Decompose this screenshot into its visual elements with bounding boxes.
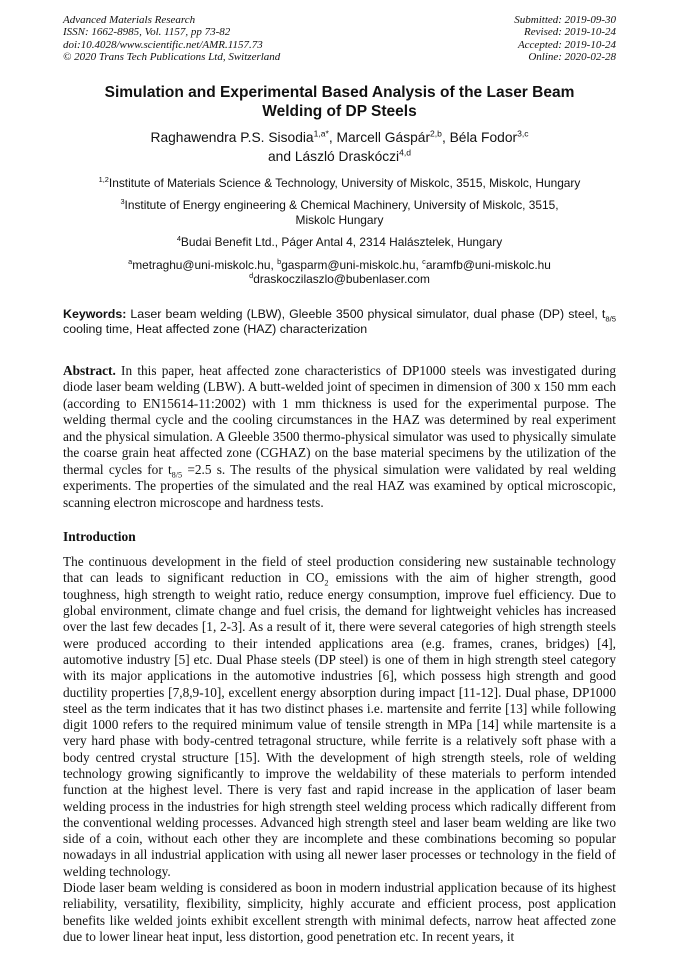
author-emails: [63, 258, 616, 287]
affiliation-4: $^4$Budai Benefit Ltd., Páger Antal 4, 2314 Halásztelek, Hungary: [176, 234, 503, 250]
journal-name: Advanced Materials Research: [63, 14, 196, 26]
paper-title-line2: Welding of DP Steels: [262, 102, 417, 120]
submission-dates: [514, 14, 616, 64]
keywords-label: Keywords:: [63, 306, 127, 321]
affiliation-3-line1: $^3$Institute of Energy engineering & Chemical Machinery, University of Miskolc, 3515,: [120, 197, 559, 213]
emails-line1: $^a$metraghu@uni-miskolc.hu, $^b$gasparm@uni-miskolc.hu, $^c$aramfb@uni-miskolc.hu: [128, 256, 551, 272]
introduction-body: [63, 554, 616, 945]
affiliation-1-2: $^{1,2}$Institute of Materials Science & Technology, University of Miskolc, 3515, Miskolc, Hungary: [98, 174, 581, 190]
abstract-label: Abstract.: [63, 362, 116, 378]
journal-copyright: © 2020 Trans Tech Publications Ltd, Switzerland: [63, 51, 281, 64]
emails-line2: $^d$draskoczilaszlo@bubenlaser.com: [249, 271, 430, 287]
affiliation-3: [63, 198, 616, 227]
keywords-text: Laser beam welding (LBW), Gleeble 3500 physical simulator, dual phase (DP) steel, $t_{8/5}$ cooling time, Heat affected zone (HAZ) characterization: [63, 306, 616, 337]
keywords-block: [63, 307, 616, 338]
intro-paragraph-1: The continuous development in the field of steel production considering new sustainable technology that can leads to significant reduction in $CO_2$ emissions with the aim of higher strength, good toughness, high strength to weight ratio, reduce energy consumption, improve fuel efficiency. Due to global environment, climate change and fuel crisis, the demand for lightweight vehicles has increased over the last few decades [1, 2-3]. As a result of it, there were several categories of high strength steels were produced according to their intended applications area (e.g. frames, cranes, bridges) [4], automotive industry [5] etc. Dual Phase steels (DP steel) is one of them in high strength steel category with its major applications in the automotive industries [6], which possess high strength and good ductility properties [7,8,9-10], excellent energy absorption during impact [11-12]. Dual phase, DP1000 steel as the term indicates that it has two distinct phases i.e. martensite and ferrite [13] while following digit 1000 refers to the required minimum value of tensile strength in MPa [14] while martensite is a very hard phase with body-centred tetragonal structure, while ferrite is a relatively soft phase with a body centred crystal structure [15]. With the development of high strength steels, role of welding technology growing significantly to improve the weldability of these materials to perform intended function at the highest level. There is very fast and rapid increase in the application of laser beam welding process in the industries for high strength steel welding process which radically different from the conventional welding processes. Advanced high strength steel and laser beam welding are like two side of a coin, without each other they are incomplete and these combinations becoming so popular nowadays in all industrial application with using all newer laser processes or technology in the field of welding technology.: [63, 554, 616, 879]
abstract-text: In this paper, heat affected zone characteristics of DP1000 steels was investigated during diode laser beam welding (LBW). A butt-welded joint of specimen in dimension of 300 x 150 mm each (according to EN15614-11:2002) with 1 mm thickness is used for the experimental purpose. The welding thermal cycle and the cooling circumstances in the HAZ was determined by real experiment and the physical simulation. A Gleeble 3500 thermo-physical simulator was used to physically simulate the coarse grain heat affected zone (CGHAZ) on the base material specimens by the utilization of the thermal cycles for $t_{8/5} =2.5$ s. The results of the physical simulation were validated by real welding experiments. The properties of the simulated and the real HAZ was examined by optical microscopic, scanning electron microscope and hardness tests.: [63, 362, 616, 510]
affiliation-3-line2: Miskolc Hungary: [295, 212, 384, 227]
submitted-date: Submitted: 2019-09-30: [514, 14, 616, 26]
journal-info: [63, 14, 280, 64]
paper-title-line1: Simulation and Experimental Based Analysis of the Laser Beam: [104, 83, 575, 101]
accepted-date: Accepted: 2019-10-24: [517, 38, 616, 51]
journal-header: [63, 14, 616, 64]
revised-date: Revised: 2019-10-24: [524, 26, 616, 39]
paper-title: [63, 83, 616, 121]
journal-issn: ISSN: 1662-8985, Vol. 1157, pp 73-82: [63, 26, 231, 39]
online-date: Online: 2020-02-28: [528, 51, 616, 64]
authors-line2: and László Draskóczi$^{4,d}$: [267, 147, 412, 165]
abstract-block: [63, 363, 616, 512]
intro-paragraph-2: Diode laser beam welding is considered as boon in modern industrial application because of its highest reliability, versatility, flexibility, simplicity, highly accurate and efficient process, post application benefits like welded joints exhibit excellent strength with minimal defects, narrow heat affected zone due to lower linear heat input, less distortion, good penetration etc. In recent years, it: [63, 880, 616, 944]
author-list: [63, 128, 616, 167]
authors-line1: Raghawendra P.S. Sisodia$^{1,a*}$, Marcell Gáspár$^{2,b}$, Béla Fodor$^{3,c}$: [150, 128, 529, 145]
journal-doi: doi:10.4028/www.scientific.net/AMR.1157.73: [63, 38, 263, 51]
section-heading-introduction: Introduction: [63, 529, 136, 545]
affiliations: [63, 176, 616, 287]
